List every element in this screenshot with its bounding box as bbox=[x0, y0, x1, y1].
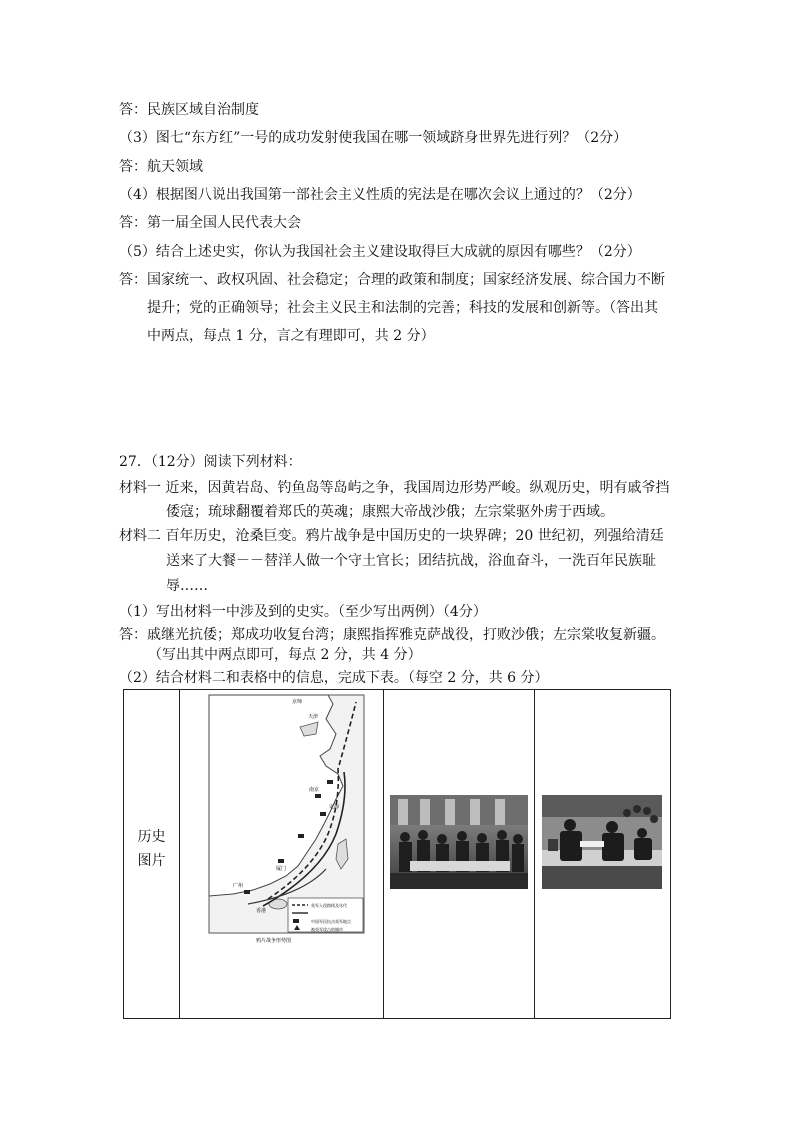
map-label: 广州 bbox=[233, 883, 244, 889]
map-label: 香港 bbox=[256, 908, 267, 914]
column-divider bbox=[534, 690, 535, 1018]
sub-question-2: （2）结合材料二和表格中的信息，完成下表。（每空 2 分，共 6 分） bbox=[119, 670, 549, 686]
historical-photo-meeting bbox=[390, 795, 528, 889]
map-label: 定海 bbox=[329, 804, 340, 810]
question-5: （5）结合上述史实，你认为我国社会主义建设取得巨大成就的原因有哪些？（2分） bbox=[119, 244, 641, 260]
map-label: 南京 bbox=[309, 787, 320, 793]
map-caption: 鸦片战争形势图 bbox=[256, 938, 292, 944]
map-label: 天津 bbox=[308, 714, 319, 720]
opium-war-map bbox=[208, 694, 365, 944]
answer-line: 提升；党的正确领导；社会主义民主和法制的完善；科技的发展和创新等。（答出其 bbox=[147, 300, 658, 316]
material-1: 材料一 近来，因黄岩岛、钓鱼岛等岛屿之争，我国周边形势严峻。纵观历史，明有戚爷挡 bbox=[119, 480, 670, 496]
answer-line: 答：民族区域自治制度 bbox=[119, 102, 259, 118]
map-legend: 被英军攻占的城市 bbox=[311, 927, 343, 932]
column-divider bbox=[383, 690, 384, 1018]
map-label: 厦门 bbox=[276, 866, 287, 872]
column-divider bbox=[179, 690, 180, 1018]
question-3: （3）图七“东方红”一号的成功发射使我国在哪一领域跻身世界先进行列？（2分） bbox=[119, 130, 628, 146]
answer-line: 中两点，每点 1 分，言之有理即可，共 2 分） bbox=[147, 328, 435, 344]
answer-line: 答：航天领域 bbox=[119, 159, 203, 175]
map-legend: 英军入侵路线及年代 bbox=[311, 903, 347, 908]
answer-line: 答：国家统一、政权巩固、社会稳定；合理的政策和制度；国家经济发展、综合国力不断 bbox=[119, 272, 665, 288]
answer-line: 答：第一届全国人民代表大会 bbox=[119, 215, 301, 231]
map-label: 京师 bbox=[292, 699, 303, 705]
question-4: （4）根据图八说出我国第一部社会主义性质的宪法是在哪次会议上通过的？（2分） bbox=[119, 187, 641, 203]
answer-line: （写出其中两点即可，每点 2 分，共 4 分） bbox=[148, 647, 422, 663]
material-1: 倭寇；琉球翻覆着郑氏的英魂；康熙大帝战沙俄；左宗棠驱外虏于西域。 bbox=[166, 504, 614, 520]
answer-line: 答：戚继光抗倭；郑成功收复台湾；康熙指挥雅克萨战役，打败沙俄；左宗棠收复新疆。 bbox=[119, 627, 665, 643]
question-27-title: 27．（12分）阅读下列材料： bbox=[119, 454, 302, 470]
material-2: 辱…… bbox=[166, 578, 208, 594]
historical-photo-surrender bbox=[542, 795, 662, 889]
history-picture-label: 历史 图片 bbox=[137, 829, 166, 869]
sub-question-1: （1）写出材料一中涉及到的史实。（至少写出两例）（4分） bbox=[119, 604, 487, 620]
map-legend: 中国军民抗击英军地点 bbox=[311, 919, 351, 924]
history-picture-table bbox=[123, 689, 671, 1019]
material-2: 送来了大餐－－替洋人做一个守土官长；团结抗战，浴血奋斗，一洗百年民族耻 bbox=[166, 553, 656, 569]
material-2: 材料二 百年历史，沧桑巨变。鸦片战争是中国历史的一块界碑；20 世纪初，列强给清廷 bbox=[119, 528, 664, 544]
